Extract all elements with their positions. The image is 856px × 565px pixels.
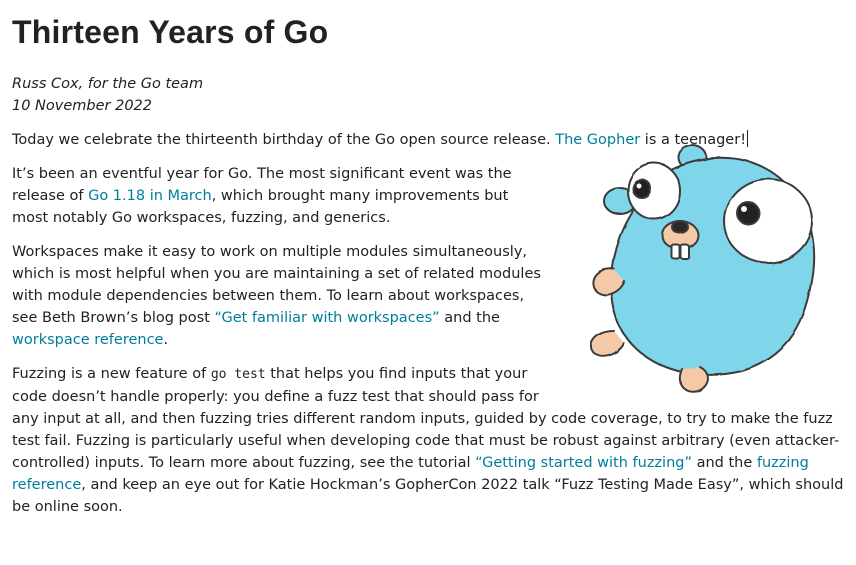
gopher-mascot-icon: [562, 131, 852, 401]
paragraph-2: It’s been an eventful year for Go. The most significant event was the release of Go 1.18 in March, which brought many improvements but most notably Go workspaces, fuzzing, and generics.: [12, 166, 512, 226]
date: 10 November 2022: [12, 98, 153, 114]
workspace-reference-link[interactable]: workspace reference: [12, 332, 164, 348]
paragraph-4: Fuzzing is a new feature of go test that helps you find inputs that your code doesn’t handle properly: you define a fuzz test that should pass for any input at all, and then fuzzing tries different random inputs, guided by code coverage, to try to make the fuzz test fail. Fuzzing is particularly useful when developing code that must be robust against arbitrary (even attacker-controlled) inputs. To learn more about fuzzing, see the tutorial “Getting started with fuzzing” and the fuzzing reference, and keep an eye out for Katie Hockman’s GopherCon 2022 talk “Fuzz Testing Made Easy”, which should be online soon.: [12, 366, 844, 515]
gopher-link[interactable]: The Gopher: [555, 132, 641, 148]
go-test-code: go test: [210, 367, 266, 382]
fuzzing-reference-link[interactable]: fuzzing reference: [12, 455, 809, 493]
go-1-18-link[interactable]: Go 1.18 in March: [88, 188, 212, 204]
workspaces-blog-link[interactable]: “Get familiar with workspaces”: [214, 310, 440, 326]
fuzzing-tutorial-link[interactable]: “Getting started with fuzzing”: [475, 455, 692, 471]
author: Russ Cox, for the Go team: [12, 76, 204, 92]
paragraph-3: Workspaces make it easy to work on multiple modules simultaneously, which is most helpful when you are maintaining a set of related modules with module dependencies between them. To learn about workspaces, see Beth Brown’s blog post “Get familiar with workspaces” and the workspace reference.: [12, 244, 541, 348]
byline: [12, 73, 844, 117]
paragraph-1: Today we celebrate the thirteenth birthday of the Go open source release. The Gopher is a teenager!: [12, 132, 747, 148]
text-cursor: [747, 130, 748, 147]
page-title: Thirteen Years of Go: [12, 14, 329, 50]
